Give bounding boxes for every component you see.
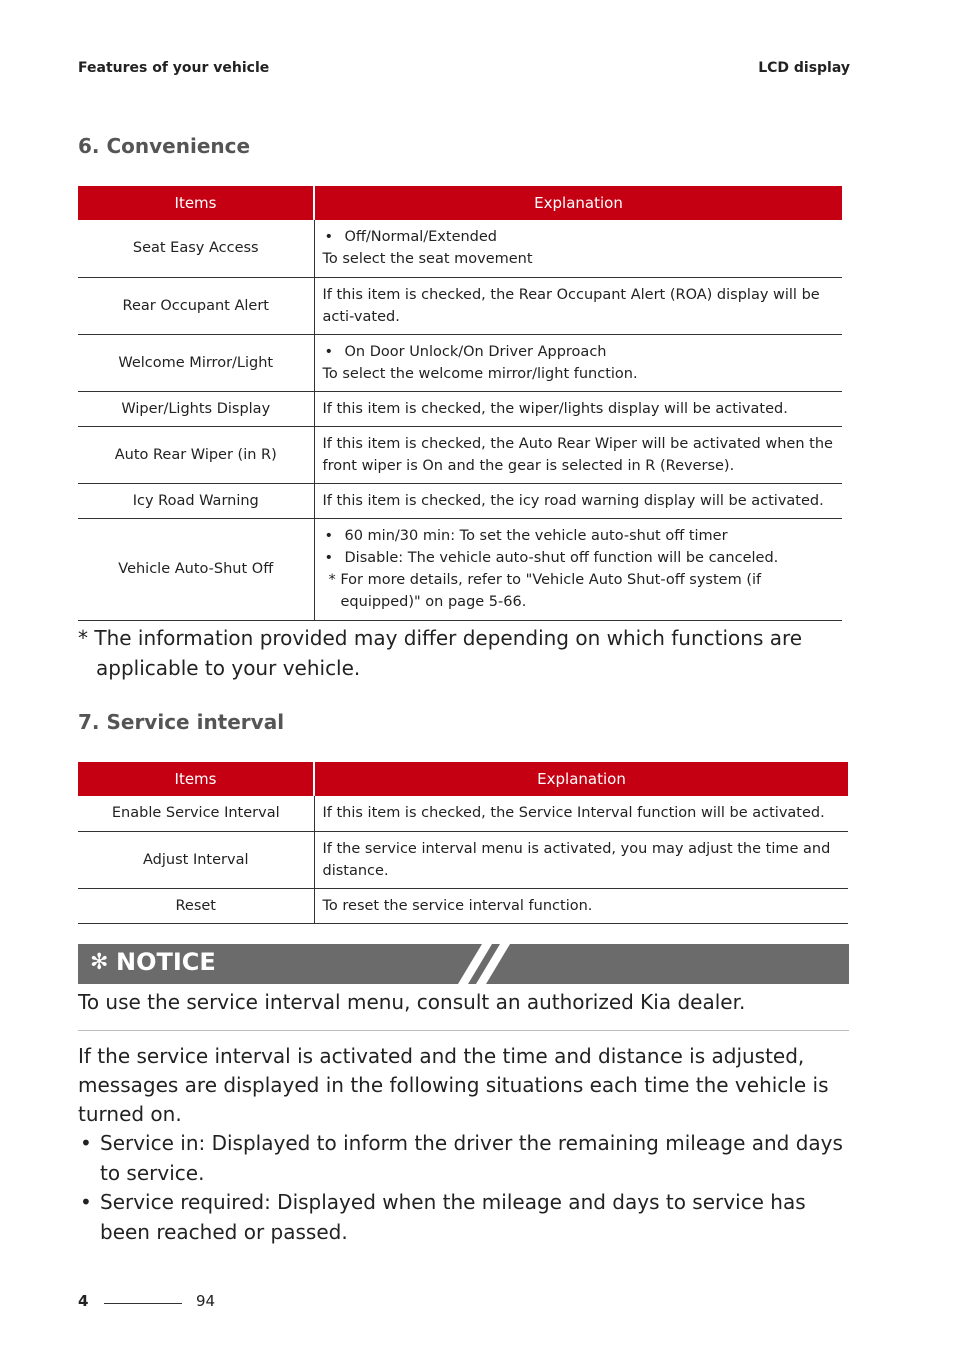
table-row [78, 334, 842, 391]
row-explanation: If this item is checked, the Rear Occupant Alert (ROA) display will be acti-vated. [314, 277, 842, 334]
list-item-text: Service required: Displayed when the mileage and days to service has been reached or passed. [100, 1190, 806, 1244]
table-row [78, 796, 848, 831]
divider [78, 1030, 849, 1031]
list-item: • Disable: The vehicle auto-shut off function will be canceled. [323, 547, 835, 569]
row-item: Seat Easy Access [78, 220, 314, 277]
footnote: * The information provided may differ depending on which functions are applicable to your vehicle. [78, 626, 803, 680]
convenience-table [78, 186, 842, 621]
table-row [78, 831, 848, 888]
row-item: Enable Service Interval [78, 796, 314, 831]
row-item: Vehicle Auto-Shut Off [78, 518, 314, 620]
list-item [78, 1187, 858, 1247]
page-number: 94 [196, 1292, 216, 1310]
explanation-text: To select the seat movement [322, 251, 533, 268]
table-row [78, 483, 842, 518]
column-header-items: Items [78, 186, 314, 220]
notice-banner [78, 944, 849, 984]
table-row [78, 518, 842, 620]
column-header-explanation: Explanation [314, 186, 842, 220]
row-explanation: To reset the service interval function. [314, 888, 848, 923]
column-header-items: Items [78, 762, 314, 796]
row-item: Icy Road Warning [78, 483, 314, 518]
table-row [78, 888, 848, 923]
row-item: Auto Rear Wiper (in R) [78, 426, 314, 483]
table-row [78, 220, 842, 277]
notice-text: To use the service interval menu, consult an authorized Kia dealer. [78, 990, 746, 1014]
reference-note: * For more details, refer to "Vehicle Auto Shut-off system (if equipped)" on page 5-66. [328, 572, 762, 610]
row-explanation: If the service interval menu is activated, you may adjust the time and distance. [314, 831, 848, 888]
row-explanation: If this item is checked, the Service Interval function will be activated. [314, 796, 848, 831]
table-row [78, 391, 842, 426]
row-explanation: If this item is checked, the wiper/lights display will be activated. [314, 391, 842, 426]
bullet-icon: • [80, 1131, 92, 1155]
row-item: Welcome Mirror/Light [78, 334, 314, 391]
row-item: Wiper/Lights Display [78, 391, 314, 426]
row-explanation [314, 518, 842, 620]
notice-label: NOTICE [116, 948, 216, 976]
body-paragraph: If the service interval is activated and the time and distance is adjusted, messages are displayed in the following situations each time the vehicle is turned on. [78, 1044, 829, 1126]
list-item: • 60 min/30 min: To set the vehicle auto-shut off timer [323, 525, 835, 547]
asterisk-icon: ✻ [90, 950, 109, 975]
section-7-title: 7. Service interval [78, 710, 285, 734]
list-item: • Off/Normal/Extended [323, 226, 835, 248]
column-header-explanation: Explanation [314, 762, 848, 796]
list-item [78, 1128, 858, 1188]
explanation-text: To select the welcome mirror/light function. [322, 365, 638, 382]
table-row [78, 426, 842, 483]
footer-rule [104, 1303, 182, 1304]
row-item: Adjust Interval [78, 831, 314, 888]
chapter-number: 4 [78, 1292, 89, 1310]
row-explanation: If this item is checked, the Auto Rear Wiper will be activated when the front wiper is On and the gear is selected in R (Reverse). [314, 426, 842, 483]
section-6-title: 6. Convenience [78, 134, 251, 158]
table-row [78, 277, 842, 334]
row-explanation: If this item is checked, the icy road warning display will be activated. [314, 483, 842, 518]
header-page-topic: LCD display [758, 60, 850, 76]
row-item: Reset [78, 888, 314, 923]
row-explanation [314, 334, 842, 391]
list-item-text: Service in: Displayed to inform the driver the remaining mileage and days to service. [100, 1131, 843, 1185]
header-section-title: Features of your vehicle [78, 60, 270, 76]
service-interval-table [78, 762, 848, 924]
list-item: • On Door Unlock/On Driver Approach [323, 341, 835, 363]
bullet-icon: • [80, 1190, 92, 1214]
row-item: Rear Occupant Alert [78, 277, 314, 334]
row-explanation [314, 220, 842, 277]
